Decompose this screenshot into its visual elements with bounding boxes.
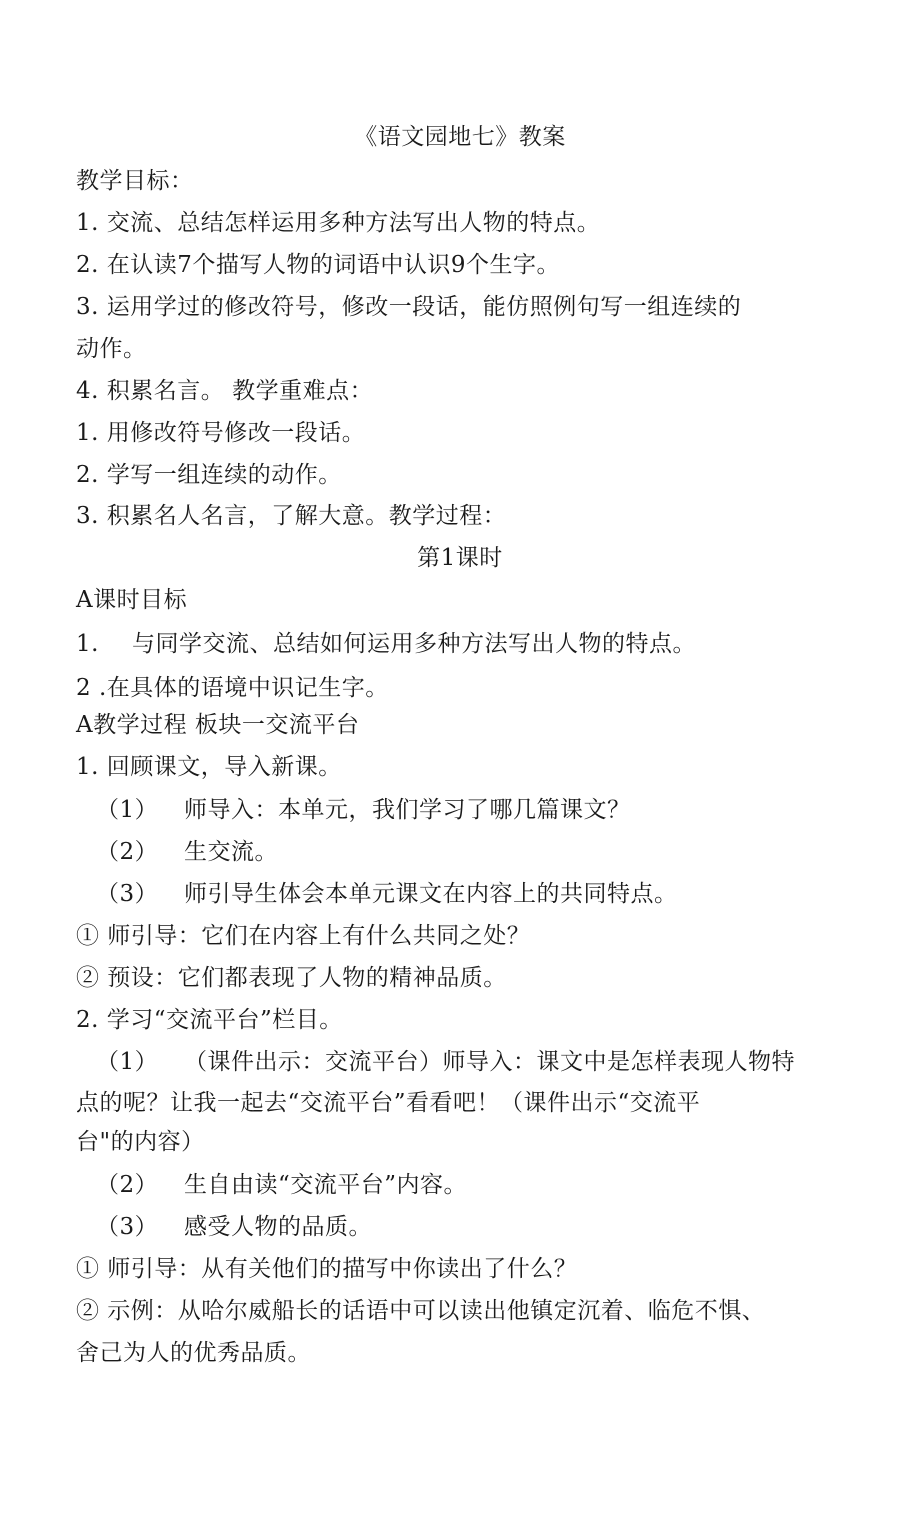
objective-item: 2. 在认读7个描写人物的词语中认识9个生字。 [76, 252, 561, 278]
document-title: 《语文园地七》教案 [354, 124, 566, 150]
lesson-goals-heading: A课时目标 [76, 587, 188, 613]
substep-number: （3） [96, 1214, 159, 1240]
process-substep [96, 1170, 467, 1200]
circled-item-continuation: 舍己为人的优秀品质。 [76, 1340, 311, 1366]
circled-item: ① 师引导：从有关他们的描写中你读出了什么？ [76, 1256, 578, 1282]
objective-item: 1. 交流、总结怎样运用多种方法写出人物的特点。 [76, 210, 601, 236]
circled-item: ① 师引导：它们在内容上有什么共同之处？ [76, 923, 531, 949]
process-step: 1. 回顾课文，导入新课。 [76, 754, 342, 780]
objectives-heading: 教学目标： [76, 168, 194, 194]
goal-number: 1. [76, 631, 99, 657]
substep-text: 师引导生体会本单元课文在内容上的共同特点。 [184, 881, 678, 907]
substep-continuation: 台"的内容） [76, 1129, 205, 1155]
key-point-item: 2. 学写一组连续的动作。 [76, 462, 342, 488]
substep-number: （2） [96, 1172, 159, 1198]
substep-text: 感受人物的品质。 [184, 1214, 372, 1240]
objective-item-continuation: 动作。 [76, 336, 147, 362]
substep-text: 师导入：本单元，我们学习了哪几篇课文？ [184, 797, 631, 823]
goal-text: 与同学交流、总结如何运用多种方法写出人物的特点。 [132, 631, 696, 657]
substep-text: 生自由读“交流平台”内容。 [184, 1172, 468, 1198]
process-substep [96, 879, 678, 909]
key-point-item: 1. 用修改符号修改一段话。 [76, 420, 366, 446]
substep-number: （2） [96, 839, 159, 865]
lesson-heading: 第1课时 [417, 545, 503, 571]
objective-item: 3. 运用学过的修改符号，修改一段话，能仿照例句写一组连续的 [76, 294, 742, 320]
lesson-goal-item: 2 .在具体的语境中识记生字。 [76, 675, 389, 701]
process-substep [96, 1047, 795, 1077]
substep-text: （课件出示：交流平台）师导入：课文中是怎样表现人物特 [184, 1049, 795, 1075]
circled-item: ② 示例：从哈尔威船长的话语中可以读出他镇定沉着、临危不惧、 [76, 1298, 766, 1324]
objective-item: 4. 积累名言。 教学重难点： [76, 378, 374, 404]
substep-number: （1） [96, 797, 159, 823]
substep-number: （1） [96, 1049, 159, 1075]
process-step: 2. 学习“交流平台”栏目。 [76, 1007, 343, 1033]
process-heading: A教学过程 板块一交流平台 [76, 712, 360, 738]
circled-item: ② 预设：它们都表现了人物的精神品质。 [76, 965, 507, 991]
substep-continuation: 点的呢？让我一起去“交流平台”看看吧！（课件出示“交流平 [76, 1090, 701, 1116]
key-point-item: 3. 积累名人名言，了解大意。教学过程： [76, 503, 507, 529]
process-substep [96, 1212, 372, 1242]
substep-text: 生交流。 [184, 839, 278, 865]
process-substep [96, 837, 278, 867]
lesson-goal-item [76, 629, 696, 659]
process-substep [96, 795, 631, 825]
substep-number: （3） [96, 881, 159, 907]
